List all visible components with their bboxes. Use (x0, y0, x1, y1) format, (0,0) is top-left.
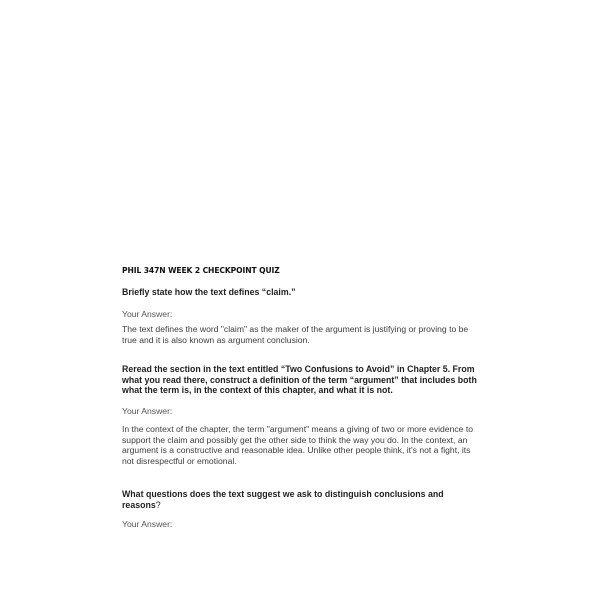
question-3-prompt-suffix: ? (155, 499, 161, 510)
question-3-answer-label: Your Answer: (122, 519, 173, 529)
question-2-answer-label: Your Answer: (122, 406, 173, 416)
document-title: PHIL 347N WEEK 2 CHECKPOINT QUIZ (122, 266, 280, 275)
question-1-answer-label: Your Answer: (122, 309, 173, 319)
question-2-prompt: Reread the section in the text entitled “Two Confusions to Avoid” in Chapter 5. From what you read there, construct a definition of the term “argument” that includes both what the term is, in the context of this chapter, and what it is not. (122, 364, 477, 396)
question-2-answer: In the context of the chapter, the term "argument" means a giving of two or more evidence to support the claim and possibly get the other side to think the way you do. In the context, an argument is a constructive and reasonable idea. Unlike other people think, it's not a fight, its not disrespectful or emotional. (122, 424, 473, 466)
question-1-prompt: Briefly state how the text defines “claim.” (122, 287, 296, 297)
question-3-prompt-text: What questions does the text suggest we ask to distinguish conclusions and reasons (122, 489, 444, 510)
question-3-prompt (122, 489, 467, 510)
question-1-answer: The text defines the word "claim" as the maker of the argument is justifying or proving to be true and it is also known as argument conclusion. (122, 324, 469, 345)
